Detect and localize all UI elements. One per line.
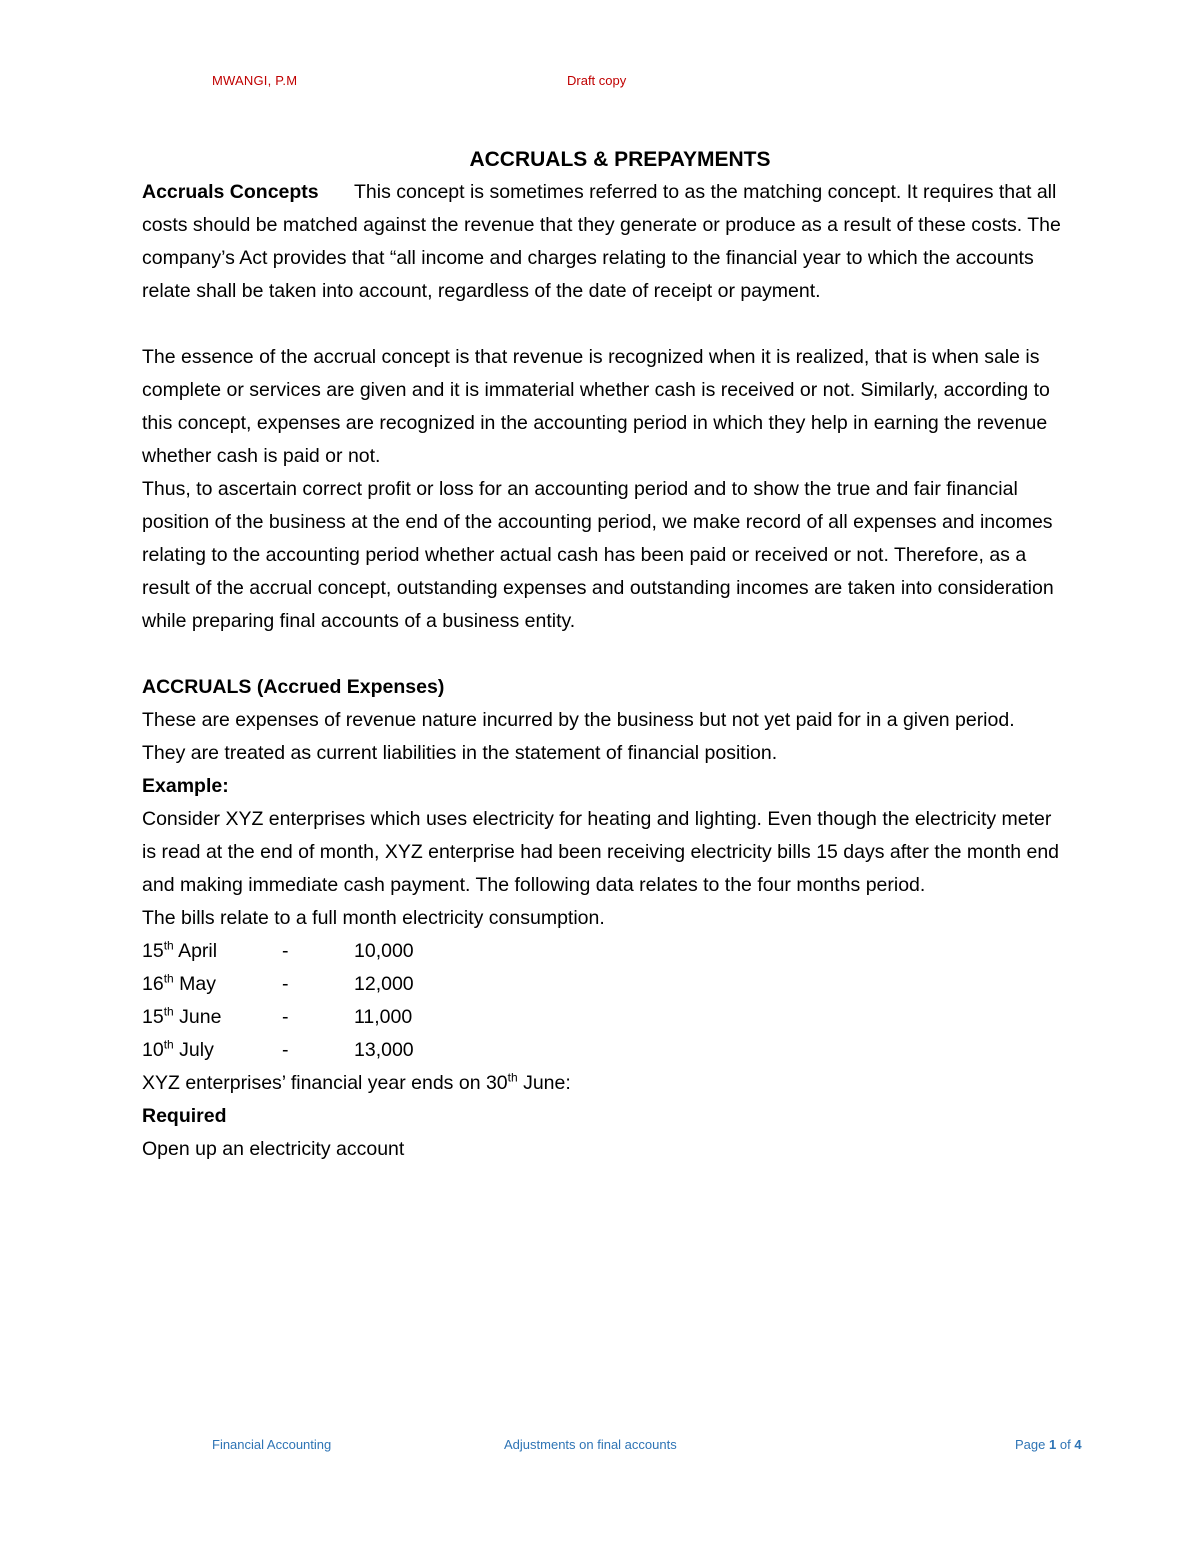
bill-dash: - bbox=[282, 940, 289, 962]
spacer bbox=[142, 308, 1062, 341]
bill-date: 16th May bbox=[142, 971, 216, 995]
header-author: MWANGI, P.M bbox=[212, 73, 298, 88]
bill-row bbox=[142, 968, 1062, 1001]
footer-topic: Adjustments on final accounts bbox=[504, 1437, 677, 1452]
intro-paragraph bbox=[142, 176, 1062, 308]
bill-amount: 12,000 bbox=[354, 973, 414, 995]
year-end-note: XYZ enterprises’ financial year ends on 30th June: bbox=[142, 1070, 571, 1094]
bill-date: 10th July bbox=[142, 1037, 214, 1061]
example-text: Consider XYZ enterprises which uses electricity for heating and lighting. Even though the electricity meter is read at the end of month, XYZ enterprise had been receiving electricity bills 15 days after the month end and making immediate cash payment. The following data relates to the four months period. bbox=[142, 808, 1060, 896]
bill-row bbox=[142, 935, 1062, 968]
bill-dash: - bbox=[282, 973, 289, 995]
spacer bbox=[142, 638, 1062, 671]
required-label: Required bbox=[142, 1105, 227, 1127]
bills-note: The bills relate to a full month electricity consumption. bbox=[142, 907, 605, 929]
intro-text: This concept is sometimes referred to as the matching concept. It requires that all costs should be matched against the revenue that they generate or produce as a result of these costs. The company’s Act provides that “all income and charges relating to the financial year to which the accounts relate shall be taken into account, regardless of the date of receipt or payment. bbox=[142, 181, 1061, 302]
document-title: ACCRUALS & PREPAYMENTS bbox=[469, 148, 771, 171]
essence-paragraph-2: Thus, to ascertain correct profit or loss for an accounting period and to show the true and fair financial position of the business at the end of the accounting period, we make record of all expenses and incomes relating to the accounting period whether actual cash has been paid or received or not. Therefore, as a result of the accrual concept, outstanding expenses and outstanding incomes are taken into consideration while preparing final accounts of a business entity. bbox=[142, 478, 1054, 632]
bill-amount: 13,000 bbox=[354, 1039, 414, 1061]
essence-paragraph-1: The essence of the accrual concept is that revenue is recognized when it is realized, that is when sale is complete or services are given and it is immaterial whether cash is received or not. Similarly, according to this concept, expenses are recognized in the accounting period in which they help in earning the revenue whether cash is paid or not. bbox=[142, 346, 1050, 467]
example-label: Example: bbox=[142, 775, 229, 797]
bill-date: 15th June bbox=[142, 1004, 222, 1028]
bills-list bbox=[142, 935, 1062, 1067]
footer-course: Financial Accounting bbox=[212, 1437, 332, 1452]
accruals-definition: These are expenses of revenue nature incurred by the business but not yet paid for in a given period. bbox=[142, 709, 1015, 731]
footer-page-number: Page 1 of 4 bbox=[1015, 1437, 1082, 1452]
accruals-treatment: They are treated as current liabilities in the statement of financial position. bbox=[142, 742, 778, 764]
accruals-heading: ACCRUALS (Accrued Expenses) bbox=[142, 676, 445, 698]
bill-row bbox=[142, 1034, 1062, 1067]
bill-date: 15th April bbox=[142, 938, 218, 962]
intro-label: Accruals Concepts bbox=[142, 181, 319, 203]
document-body bbox=[142, 143, 1062, 1166]
bill-amount: 10,000 bbox=[354, 940, 414, 962]
bill-amount: 11,000 bbox=[354, 1006, 413, 1028]
required-text: Open up an electricity account bbox=[142, 1138, 405, 1160]
bill-dash: - bbox=[282, 1039, 289, 1061]
header-status: Draft copy bbox=[567, 73, 627, 88]
bill-dash: - bbox=[282, 1006, 289, 1028]
bill-row bbox=[142, 1001, 1062, 1034]
